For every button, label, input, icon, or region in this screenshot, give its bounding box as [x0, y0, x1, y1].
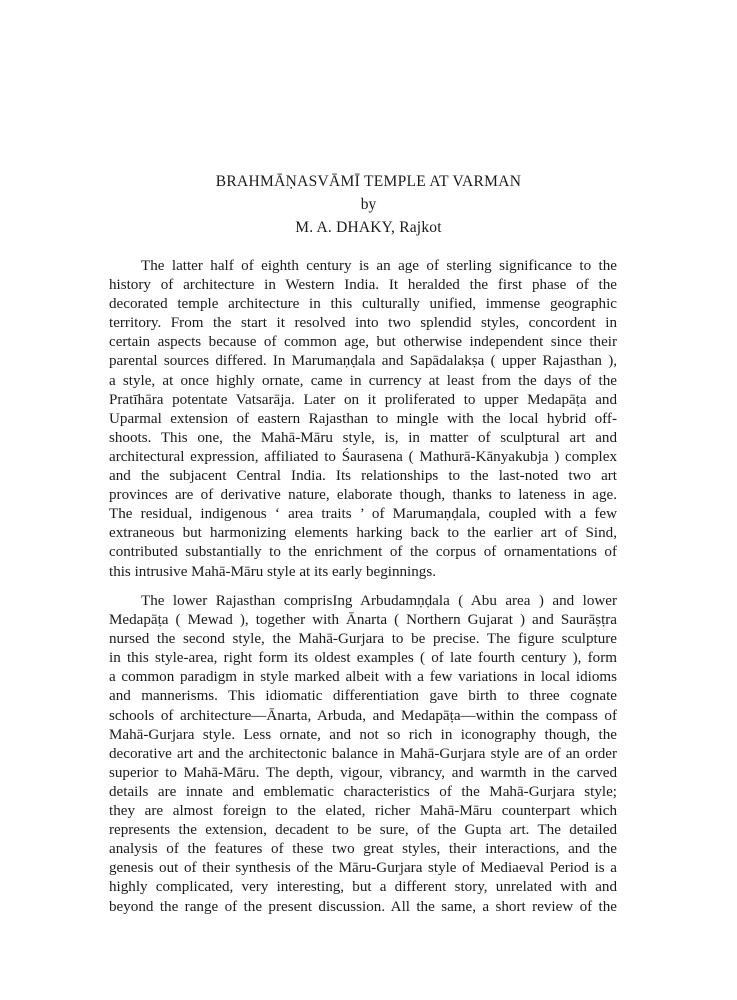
text-line: Uparmal extension of eastern Rajasthan to mingle with the local hybrid off- [109, 410, 617, 427]
text-line: a common paradigm in style marked albeit with a few variations in local idioms [109, 669, 617, 686]
text-line: Mahā-Gurjara style. Less ornate, and not so rich in iconography though, the [109, 726, 617, 743]
text-line: schools of architecture—Ānarta, Arbuda, and Medapāṭa—within the compass of [109, 707, 617, 724]
text-line: represents the extension, decadent to be sure, of the Gupta art. The detailed [109, 822, 617, 839]
text-line: beyond the range of the present discussion. All the same, a short review of the [109, 898, 617, 915]
text-line: a style, at once highly ornate, came in currency at least from the days of the [109, 372, 617, 389]
author-line: M. A. DHAKY, Rajkot [295, 219, 442, 236]
text-line: territory. From the start it resolved into two splendid styles, concordent in [109, 315, 617, 332]
text-line: Medapāṭa ( Mewad ), together with Ānarta ( Northern Gujarat ) and Saurāṣṭra [109, 612, 617, 629]
text-line: history of architecture in Western India. It heralded the first phase of the [109, 277, 617, 294]
text-line: The latter half of eighth century is an age of sterling significance to the [141, 258, 617, 274]
text-line: and mannerisms. This idiomatic differentiation gave birth to three cognate [109, 688, 617, 705]
text-line: genesis out of their synthesis of the Māru-Gurjara style of Mediaeval Period is a [109, 860, 617, 877]
text-line: nursed the second style, the Mahā-Gurjara to be precise. The figure sculpture [109, 631, 617, 648]
text-line: and the subjacent Central India. Its relationships to the last-noted two art [109, 468, 617, 485]
byline: by [360, 196, 377, 213]
text-line: highly complicated, very interesting, but a different story, unrelated with and [109, 879, 617, 896]
text-line: details are innate and emblematic characteristics of the Mahā-Gurjara style; [109, 783, 617, 800]
text-line: provinces are of derivative nature, elaborate though, thanks to lateness in age. [109, 487, 617, 504]
paragraph-1 [109, 257, 617, 582]
text-line: The lower Rajasthan comprisIng Arbudamṇḍala ( Abu area ) and lower [141, 593, 617, 609]
text-line: this intrusive Mahā-Māru style at its early beginnings. [109, 563, 436, 580]
text-line: architectural expression, affiliated to Śaurasena ( Mathurā-Kānyakubja ) complex [109, 448, 617, 465]
text-line: analysis of the features of these two great styles, their interactions, and the [109, 841, 617, 858]
text-line: shoots. This one, the Mahā-Māru style, is, in matter of sculptural art and [109, 429, 617, 446]
text-line: they are almost foreign to the elated, richer Mahā-Māru counterpart which [109, 803, 617, 820]
text-line: decorative art and the architectonic balance in Mahā-Gurjara style are of an order [109, 745, 617, 762]
paragraph-2 [109, 592, 617, 917]
text-line: extraneous but harmonizing elements harking back to the earlier art of Sind, [109, 525, 617, 542]
text-line: contributed substantially to the enrichment of the corpus of ornamentations of [109, 544, 617, 561]
text-line: in this style-area, right form its oldest examples ( of late fourth century ), form [109, 650, 617, 667]
text-line: superior to Mahā-Māru. The depth, vigour, vibrancy, and warmth in the carved [109, 764, 617, 781]
text-line: certain aspects because of common age, but otherwise independent since their [109, 334, 617, 351]
text-line: Pratīhāra potentate Vatsarāja. Later on it proliferated to upper Medapāṭa and [109, 391, 617, 408]
text-line: The residual, indigenous ‘ area traits ’ of Marumaṇḍala, coupled with a few [109, 506, 617, 523]
text-line: decorated temple architecture in this culturally unified, immense geographic [109, 296, 617, 313]
text-line: parental sources differed. In Marumaṇḍala and Sapādalakṣa ( upper Rajasthan ), [109, 353, 617, 370]
article-title: BRAHMĀṆASVĀMĪ TEMPLE AT VARMAN [215, 173, 522, 190]
